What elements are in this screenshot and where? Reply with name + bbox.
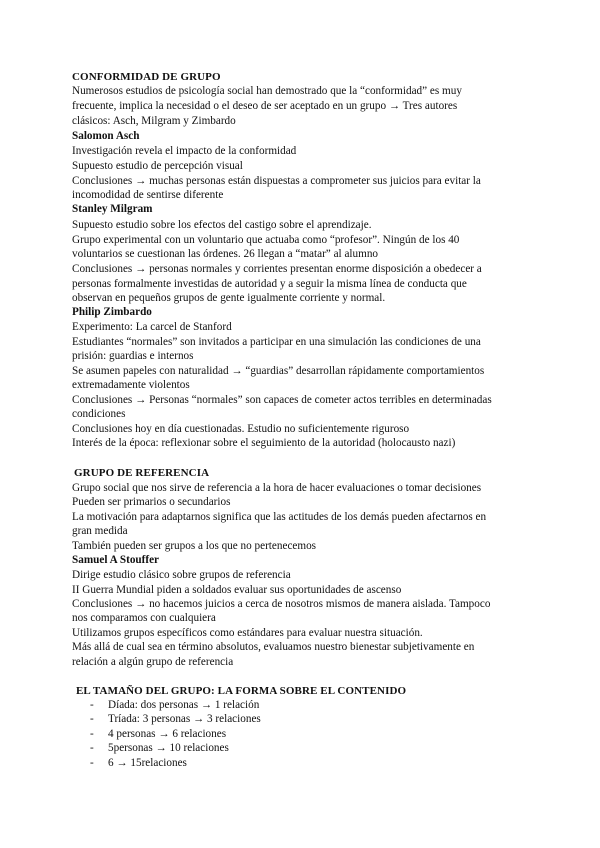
paragraph-line: frecuente, implica la necesidad o el deseo de ser aceptado en un grupo → Tres autores [72,100,458,112]
paragraph-line: Conclusiones → muchas personas están dispuestas a comprometer sus juicios para evitar la [72,175,481,187]
bullet-dash: - [90,757,94,769]
paragraph-line: Pueden ser primarios o secundarios [72,496,231,508]
paragraph-line: Se asumen papeles con naturalidad → “guardias” desarrollan rápidamente comportamientos [72,365,485,377]
bullet-dash: - [90,699,94,711]
bullet-dash: - [90,742,94,754]
paragraph-line: condiciones [72,408,126,420]
list-item: Tríada: 3 personas → 3 relaciones [108,713,261,725]
paragraph-line: Utilizamos grupos específicos como estándares para evaluar nuestra situación. [72,627,423,639]
paragraph-line: extremadamente violentos [72,379,190,391]
paragraph-line: voluntarios se cuestionan las órdenes. 26 llegan a “matar” al alumno [72,248,379,260]
paragraph-line: nos comparamos con cualquiera [72,612,216,624]
paragraph-line: personas formalmente investidas de autoridad y a seguir la misma línea de conducta que [72,278,467,290]
paragraph-line: Investigación revela el impacto de la conformidad [72,145,297,157]
author-heading-asch: Salomon Asch [72,130,140,142]
paragraph-line: También pueden ser grupos a los que no pertenecemos [72,540,317,552]
list-item: 4 personas → 6 relaciones [108,728,227,740]
author-heading-stouffer: Samuel A Stouffer [72,554,160,566]
paragraph-line: relación a algún grupo de referencia [72,656,234,668]
paragraph-line: Conclusiones → Personas “normales” son capaces de cometer actos terribles en determinadas [72,394,492,406]
paragraph-line: Grupo experimental con un voluntario que actuaba como “profesor”. Ningún de los 40 [72,234,460,246]
list-item: 5personas → 10 relaciones [108,742,229,754]
paragraph-line: Conclusiones hoy en día cuestionadas. Estudio no suficientemente riguroso [72,423,410,435]
paragraph-line: La motivación para adaptarnos significa que las actitudes de los demás pueden afectarnos en [72,511,487,523]
author-heading-zimbardo: Philip Zimbardo [72,306,152,318]
paragraph-line: Conclusiones → no hacemos juicios a cerca de nosotros mismos de manera aislada. Tampoco [72,598,491,610]
paragraph-line: Grupo social que nos sirve de referencia a la hora de hacer evaluaciones o tomar decisiones [72,482,482,494]
paragraph-line: Numerosos estudios de psicología social han demostrado que la “conformidad” es muy [72,85,462,97]
paragraph-line: clásicos: Asch, Milgram y Zimbardo [72,115,236,127]
paragraph-line: gran medida [72,525,128,537]
author-heading-milgram: Stanley Milgram [72,203,153,215]
paragraph-line: Supuesto estudio de percepción visual [72,160,243,172]
paragraph-line: Estudiantes “normales” son invitados a participar en una simulación las condiciones de una [72,336,481,348]
list-item: 6 → 15relaciones [108,757,187,769]
paragraph-line: incomodidad de sentirse diferente [72,189,224,201]
paragraph-line: Dirige estudio clásico sobre grupos de referencia [72,569,291,581]
paragraph-line: prisión: guardias e internos [72,350,194,362]
section-title-tamano: EL TAMAÑO DEL GRUPO: LA FORMA SOBRE EL CONTENIDO [76,685,407,697]
paragraph-line: Conclusiones → personas normales y corrientes presentan enorme disposición a obedecer a [72,263,482,275]
paragraph-line: Experimento: La carcel de Stanford [72,321,232,333]
paragraph-line: II Guerra Mundial piden a soldados evaluar sus oportunidades de ascenso [72,584,402,596]
paragraph-line: Más allá de cual sea en término absolutos, evaluamos nuestro bienestar subjetivamente en [72,641,475,653]
paragraph-line: Interés de la época: reflexionar sobre el seguimiento de la autoridad (holocausto nazi) [72,437,456,449]
bullet-dash: - [90,728,94,740]
list-item: Díada: dos personas → 1 relación [108,699,260,711]
section-title-conformidad: CONFORMIDAD DE GRUPO [72,71,221,83]
paragraph-line: observan en pequeños grupos de gente igualmente corriente y normal. [72,292,386,304]
bullet-dash: - [90,713,94,725]
section-title-referencia: GRUPO DE REFERENCIA [74,467,210,479]
paragraph-line: Supuesto estudio sobre los efectos del castigo sobre el aprendizaje. [72,219,372,231]
